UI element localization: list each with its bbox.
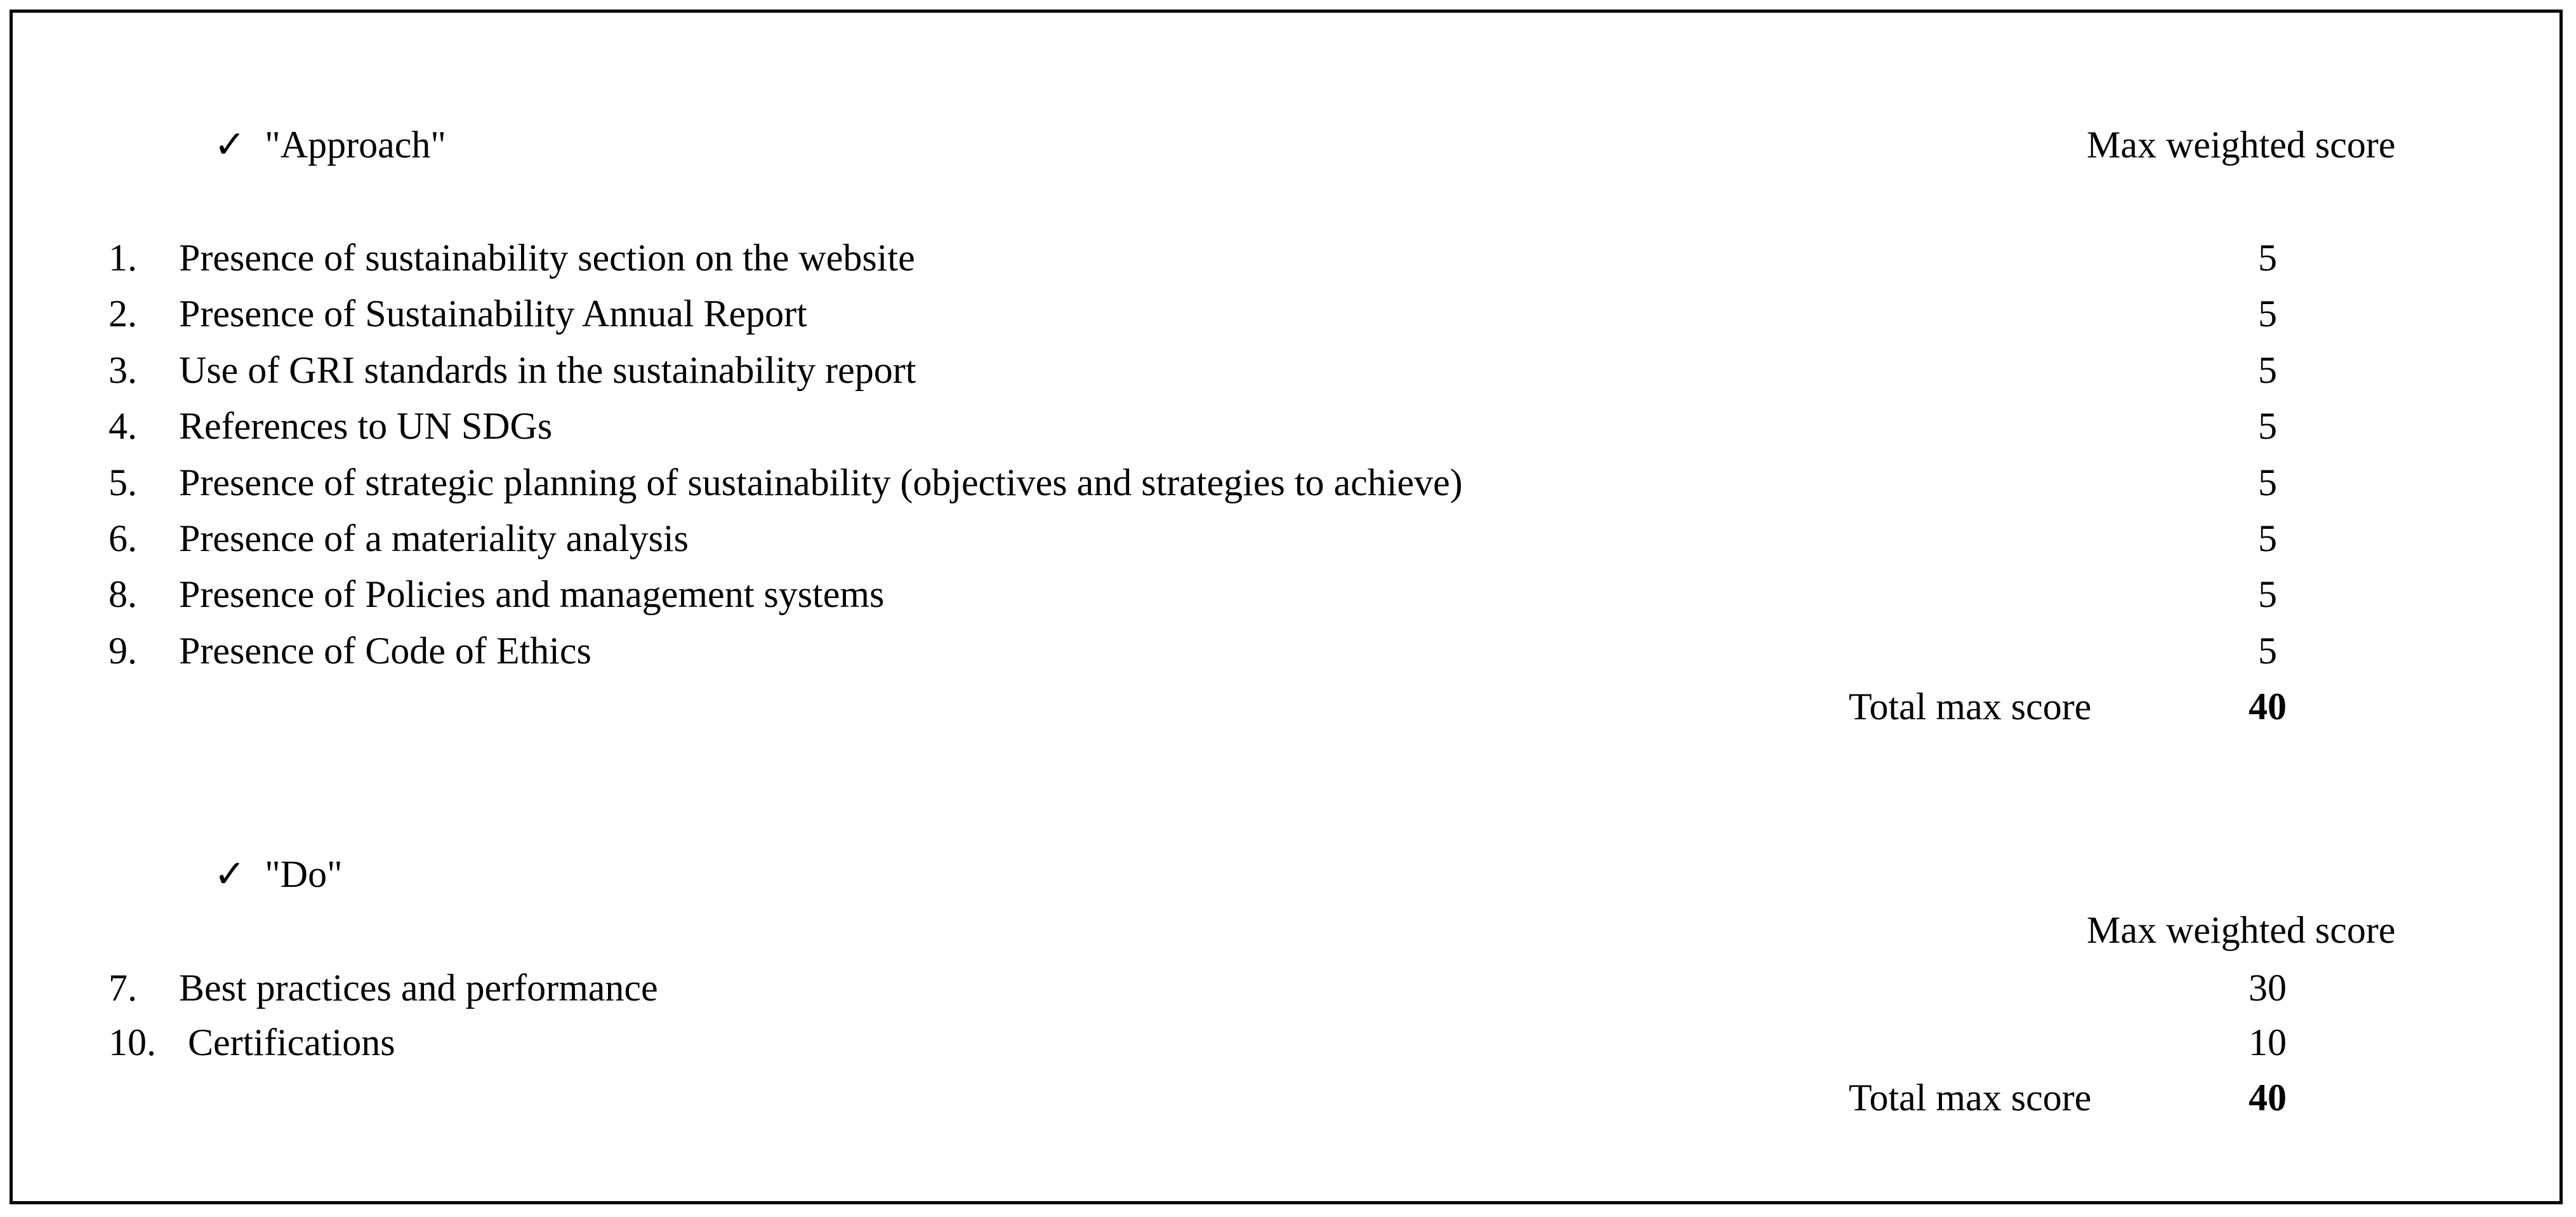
check-icon: ✓ [214, 124, 246, 166]
item-number: 6. [109, 517, 137, 559]
item-label: Presence of Code of Ethics [179, 630, 591, 672]
item-score: 5 [2258, 349, 2277, 391]
column-header: Max weighted score [2087, 124, 2396, 166]
column-header: Max weighted score [2087, 909, 2396, 951]
item-number: 4. [109, 405, 137, 447]
item-score: 5 [2258, 573, 2277, 615]
item-number: 5. [109, 462, 137, 503]
check-icon: ✓ [214, 853, 246, 895]
item-label: Presence of strategic planning of sustainability (objectives and strategies to achieve) [179, 462, 1463, 503]
item-number: 8. [109, 573, 137, 615]
total-label: Total max score [1849, 1077, 2092, 1119]
item-score: 5 [2258, 462, 2277, 503]
item-label: Presence of sustainability section on the website [179, 237, 915, 279]
item-label: Best practices and performance [179, 967, 658, 1009]
item-number: 9. [109, 630, 137, 672]
total-value: 40 [2249, 686, 2287, 728]
item-number: 3. [109, 349, 137, 391]
item-number: 10. [109, 1021, 156, 1063]
section-title: "Approach" [265, 124, 446, 166]
section-title: "Do" [265, 853, 343, 895]
item-score: 10 [2249, 1021, 2287, 1063]
item-number: 7. [109, 967, 137, 1009]
item-label: Use of GRI standards in the sustainability report [179, 349, 916, 391]
item-score: 5 [2258, 237, 2277, 279]
section-do-title [214, 852, 343, 896]
item-score: 5 [2258, 293, 2277, 335]
item-number: 2. [109, 293, 137, 335]
item-score: 5 [2258, 630, 2277, 672]
item-label: Presence of Policies and management systems [179, 573, 885, 615]
item-label: Certifications [188, 1021, 395, 1063]
item-label: References to UN SDGs [179, 405, 553, 447]
item-score: 5 [2258, 405, 2277, 447]
item-score: 30 [2249, 967, 2287, 1009]
item-label: Presence of Sustainability Annual Report [179, 293, 807, 335]
item-score: 5 [2258, 517, 2277, 559]
item-label: Presence of a materiality analysis [179, 517, 689, 559]
section-approach-title [214, 123, 446, 167]
item-number: 1. [109, 237, 137, 279]
total-label: Total max score [1849, 686, 2092, 728]
total-value: 40 [2249, 1077, 2287, 1119]
